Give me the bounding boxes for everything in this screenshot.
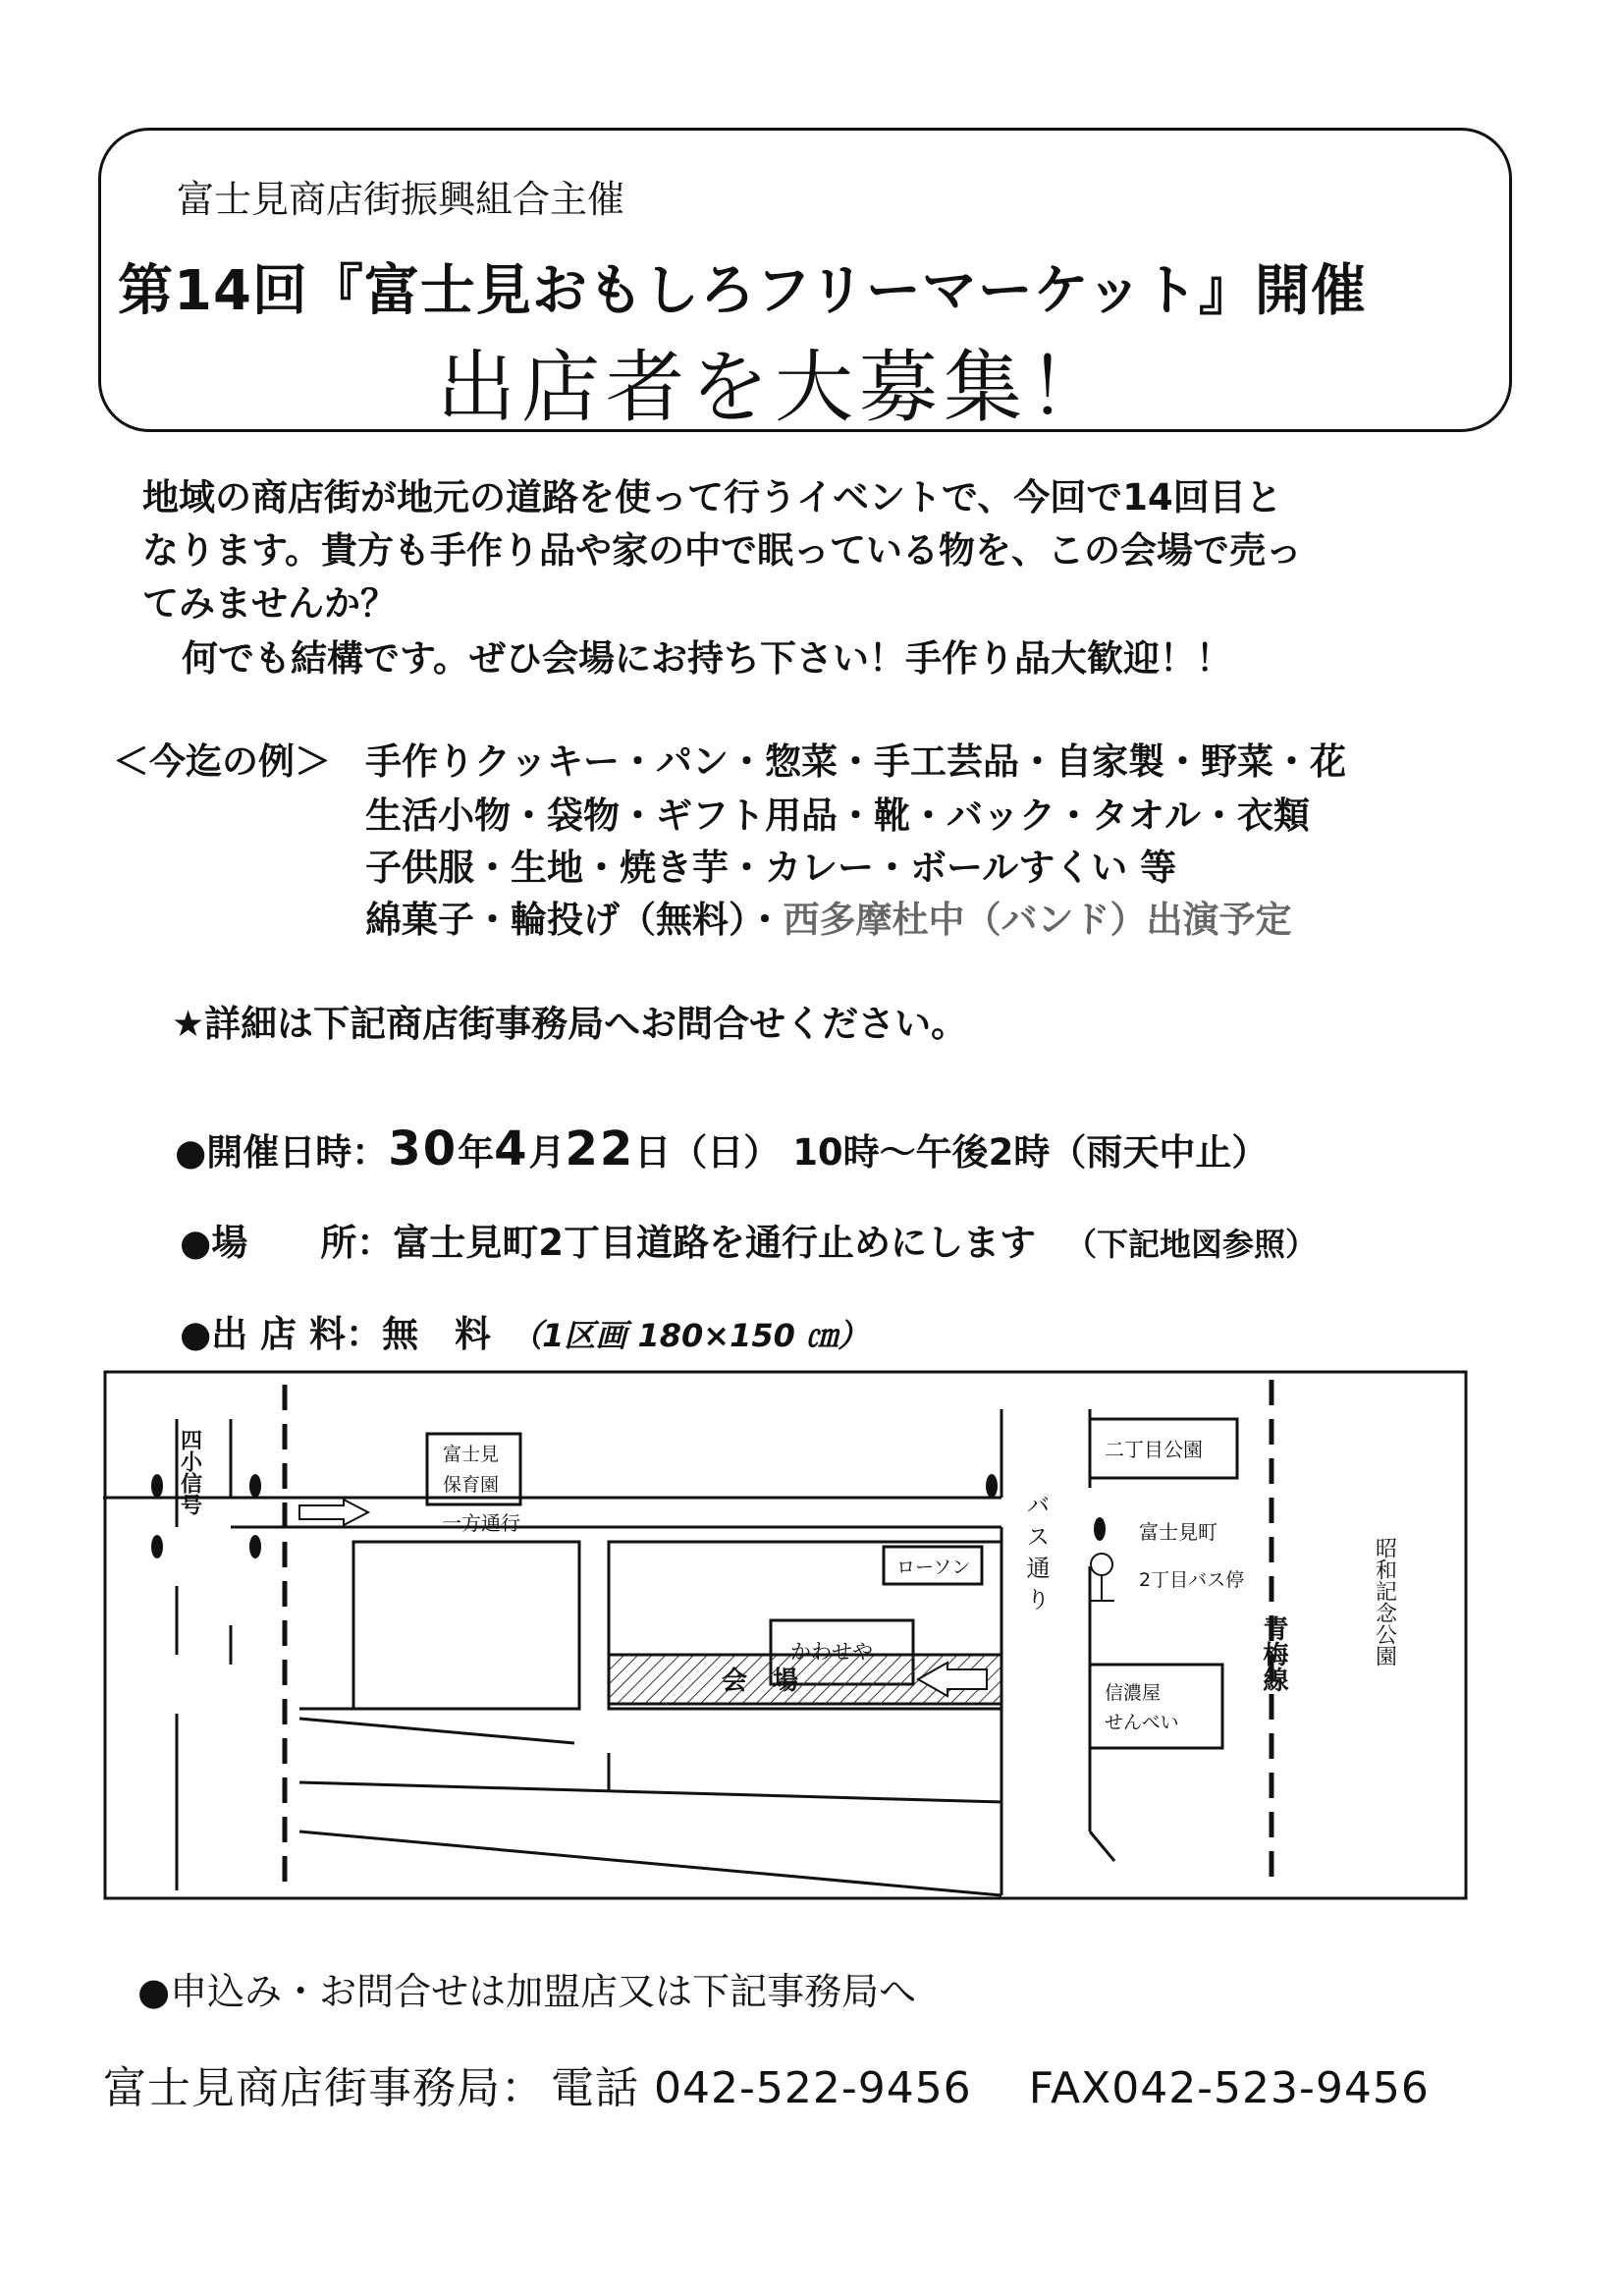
organizer-text: 富士見商店街振興組合主催 [177,178,625,221]
kawaseya-label: かわせや [790,1640,873,1664]
signal-icon [986,1474,998,1498]
bus-stop-label: 2丁目バス停 [1139,1569,1245,1591]
showa-park-label: 昭和記念公園 [1372,1537,1397,1667]
lawson-label: ローソン [896,1557,971,1578]
signal-label: 四小信号 [177,1429,202,1515]
place-note: （下記地図参照） [1065,1226,1318,1263]
recruit-headline: 出店者を大募集！ [437,342,1112,433]
examples-line: 子供服・生地・焼き芋・カレー・ボールすくい 等 [365,847,1177,889]
examples-line: 手作りクッキー・パン・惣菜・手工芸品・自家製・野菜・花 [365,740,1346,783]
examples-label: ＜今迄の例＞ [113,740,331,783]
date-line [175,1121,1268,1176]
venue-label: 会 場 [722,1667,799,1696]
office-fax: FAX042-523-9456 [1028,2063,1430,2113]
office-name: 富士見商店街事務局： [103,2063,545,2113]
examples-line-part: 綿菓子・輪投げ（無料）・ [365,899,784,941]
place-label: ●場 所： [180,1222,394,1264]
park-2chome-label: 二丁目公園 [1105,1438,1203,1461]
venue-map [103,1370,1468,1900]
fee-value: 無 料 [382,1313,492,1355]
date-time: 10時～午後2時 [792,1131,1051,1174]
signal-icon [1094,1517,1106,1541]
nursery-label: 富士見 [443,1444,500,1465]
shinanoya-box [1090,1665,1222,1748]
bus-stop-label: 富士見町 [1139,1520,1217,1544]
date-month: 4 [494,1121,529,1176]
date-year-unit: 年 [458,1131,495,1174]
date-note: （雨天中止） [1050,1131,1269,1174]
shinanoya-label: せんべい [1105,1712,1179,1733]
place-line [180,1213,1317,1266]
map-block [353,1542,579,1709]
examples-line [365,890,1292,943]
bus-street-label: バス通り [1022,1493,1050,1618]
intro-line: なります。貴方も手作り品や家の中で眠っている物を、この会場で売っ [142,529,1303,572]
signal-icon [249,1474,261,1498]
event-title: 第14回『富士見おもしろフリーマーケット』開催 [118,259,1367,323]
one-way-label: 一方通行 [442,1511,520,1535]
details-note: ★詳細は下記商店街事務局へお問合せください。 [172,1003,968,1045]
signal-icon [151,1474,163,1498]
ome-line-label: 青梅線 [1259,1615,1288,1692]
fee-line [180,1304,869,1357]
shinanoya-label: 信濃屋 [1105,1682,1162,1704]
signal-icon [151,1535,163,1558]
intro-line: てみませんか？ [142,582,397,625]
date-weekday: （日） [671,1131,781,1174]
band-performance-text: 西多摩杜中（バンド）出演予定 [783,899,1292,941]
office-tel: 電話 042-522-9456 [551,2063,972,2113]
examples-line: 生活小物・袋物・ギフト用品・靴・バック・タオル・衣類 [365,794,1310,837]
apply-note: ●申込み・お問合せは加盟店又は下記事務局へ [137,1970,917,2013]
date-day: 22 [565,1121,635,1176]
intro-line: 地域の商店街が地元の道路を使って行うイベントで、今回で14回目と [142,476,1282,519]
intro-line: 何でも結構です。ぜひ会場にお持ち下さい！手作り品大歓迎！！ [182,637,1233,680]
nursery-label: 保育園 [443,1474,500,1496]
date-day-unit: 日 [634,1131,672,1174]
date-year: 30 [388,1121,459,1176]
fee-note: （1区画 180×150 ㎝） [511,1317,870,1354]
place-value: 富士見町2丁目道路を通行止めにします [393,1222,1037,1264]
office-contact [103,2052,1430,2115]
signal-icon [249,1535,261,1558]
bus-stop-icon [1091,1554,1112,1575]
fee-label: ●出 店 料： [180,1313,383,1355]
date-label: ●開催日時： [175,1131,389,1174]
date-month-unit: 月 [528,1131,566,1174]
